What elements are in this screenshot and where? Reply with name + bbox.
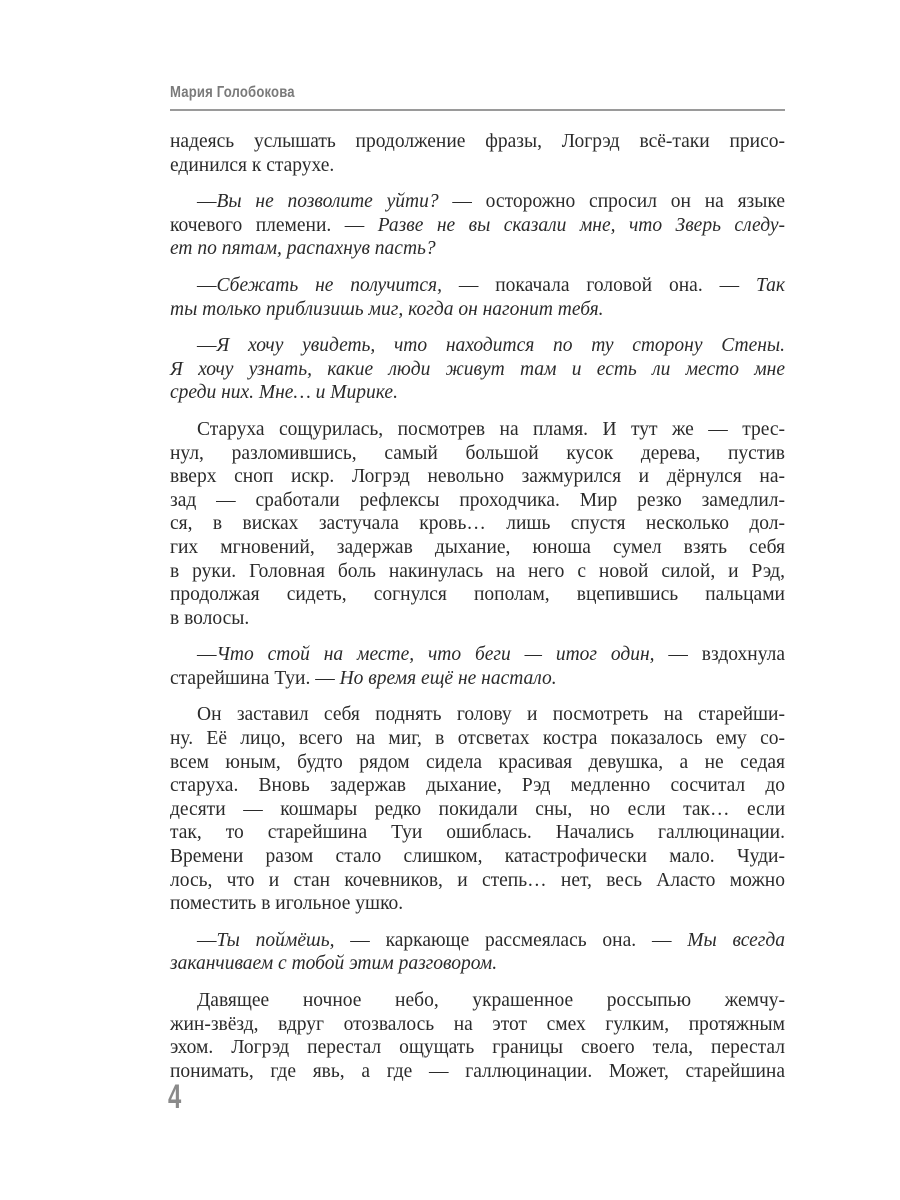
text-segment: Давящее ночное небо, украшенное россыпью жемчу- <box>197 990 785 1011</box>
text-line <box>170 536 785 560</box>
paragraph <box>170 643 785 690</box>
text-line <box>170 512 785 536</box>
text-segment: нул, разломившись, самый большой кусок дерева, пустив <box>170 442 785 464</box>
text-segment: ну. Её лицо, всего на миг, в отсветах костра показалось ему со- <box>170 728 785 750</box>
text-segment: понимать, где явь, а где — галлюцинации. Может, старейшина <box>170 1060 785 1082</box>
text-segment: так, то старейшина Туи ошиблась. Начались галлюцинации. <box>170 822 785 844</box>
paragraph <box>170 929 785 976</box>
text-line <box>170 190 785 214</box>
text-line <box>170 1036 785 1060</box>
text-line <box>170 751 785 775</box>
text-segment: Старуха сощурилась, посмотрев на пламя. И тут же — трес- <box>197 418 785 440</box>
paragraph <box>170 274 785 321</box>
text-segment: всем юным, будто рядом сидела красивая девушка, а не седая <box>170 751 785 773</box>
text-line <box>170 334 785 358</box>
text-segment: жин-звёзд, вдруг отозвалось на этот смех гулким, протяжным <box>170 1013 785 1035</box>
text-segment: десяти — кошмары редко покидали сны, но если так… если <box>170 798 785 820</box>
text-line <box>170 465 785 489</box>
italic-dialogue: ет по пятам, распахнув пасть? <box>170 238 436 260</box>
text-line <box>170 892 785 916</box>
text-line <box>170 154 785 178</box>
text-segment: — <box>197 191 217 213</box>
italic-dialogue: Вы не позволите уйти? <box>216 191 439 213</box>
text-line <box>170 442 785 466</box>
italic-dialogue: Ты поймёшь, <box>216 929 335 951</box>
text-line <box>170 381 785 405</box>
italic-dialogue: Мы всегда <box>687 929 785 951</box>
text-segment: — <box>197 274 217 296</box>
italic-dialogue: Я хочу узнать, какие люди живут там и есть ли место мне <box>170 358 785 380</box>
text-segment: эхом. Логрэд перестал ощущать границы своего тела, перестал <box>170 1037 785 1059</box>
italic-dialogue: Что стой на месте, что беги — итог один, <box>216 644 655 666</box>
text-line <box>170 358 785 382</box>
text-segment: продолжая сидеть, согнулся пополам, вцепившись пальцами <box>170 584 785 606</box>
italic-dialogue: среди них. Мне… и Мирике. <box>170 382 398 404</box>
text-line <box>170 703 785 727</box>
text-segment: в руки. Головная боль накинулась на него с новой силой, и Рэд, <box>170 560 785 582</box>
header-divider <box>170 109 785 111</box>
paragraph <box>170 334 785 405</box>
text-line <box>170 821 785 845</box>
text-segment: лось, что и стан кочевников, и степь… нет, весь Аласто можно <box>170 869 785 891</box>
text-segment: — осторожно спросил он на языке <box>438 191 785 213</box>
text-segment: вверх сноп искр. Логрэд невольно зажмурился и дёрнулся на- <box>170 466 785 488</box>
italic-dialogue: ты только приблизишь миг, когда он нагонит тебя. <box>170 298 604 320</box>
text-line <box>170 418 785 442</box>
paragraph <box>170 418 785 630</box>
page-number: 4 <box>168 1078 182 1116</box>
text-segment: Он заставил себя поднять голову и посмотреть на старейши- <box>197 704 785 726</box>
text-line <box>170 214 785 238</box>
text-line <box>170 560 785 584</box>
text-line <box>170 869 785 893</box>
text-segment: в волосы. <box>170 607 250 629</box>
running-head-author: Мария Голобокова <box>170 84 295 101</box>
body-text <box>170 130 785 1096</box>
text-segment: надеясь услышать продолжение фразы, Логрэд всё-таки присо- <box>170 131 785 152</box>
text-line <box>170 798 785 822</box>
text-line <box>170 1060 785 1084</box>
text-segment: старуха. Вновь задержав дыхание, Рэд медленно сосчитал до <box>170 775 785 797</box>
text-segment: — вздохнула <box>654 644 785 666</box>
text-segment: — <box>197 644 217 666</box>
paragraph <box>170 989 785 1083</box>
italic-dialogue: Разве не вы сказали мне, что Зверь следу- <box>377 214 785 236</box>
italic-dialogue: Сбежать не получится, <box>216 274 442 296</box>
paragraph <box>170 130 785 177</box>
text-segment: — покачала головой она. — <box>441 274 756 296</box>
text-line <box>170 130 785 154</box>
text-segment: единился к старухе. <box>170 154 335 176</box>
paragraph <box>170 703 785 915</box>
text-line <box>170 1013 785 1037</box>
text-segment: — <box>197 335 217 357</box>
text-segment: — каркающе рассмеялась она. — <box>334 929 688 951</box>
text-segment: гих мгновений, задержав дыхание, юноша сумел взять себя <box>170 536 785 558</box>
text-line <box>170 989 785 1013</box>
text-segment: ся, в висках застучала кровь… лишь спустя несколько дол- <box>170 513 785 535</box>
text-segment: поместить в игольное ушко. <box>170 893 404 915</box>
text-segment: кочевого племени. — <box>170 214 378 236</box>
italic-dialogue: заканчиваем с тобой этим разговором. <box>170 953 498 975</box>
text-line <box>170 667 785 691</box>
text-line <box>170 274 785 298</box>
text-line <box>170 727 785 751</box>
text-segment: зад — сработали рефлексы проходчика. Мир резко замедлил- <box>170 489 785 511</box>
paragraph <box>170 190 785 261</box>
text-line <box>170 237 785 261</box>
text-segment: старейшина Туи. — <box>170 667 340 689</box>
text-line <box>170 607 785 631</box>
text-line <box>170 845 785 869</box>
text-line <box>170 489 785 513</box>
text-line <box>170 298 785 322</box>
text-line <box>170 929 785 953</box>
text-segment: — <box>197 929 217 951</box>
italic-dialogue: Я хочу увидеть, что находится по ту сторону Стены. <box>216 335 785 357</box>
text-line <box>170 952 785 976</box>
text-segment: Времени разом стало слишком, катастрофически мало. Чуди- <box>170 846 785 868</box>
text-line <box>170 583 785 607</box>
italic-dialogue: Так <box>755 274 785 296</box>
italic-dialogue: Но время ещё не настало. <box>339 667 557 689</box>
text-line <box>170 774 785 798</box>
text-line <box>170 643 785 667</box>
